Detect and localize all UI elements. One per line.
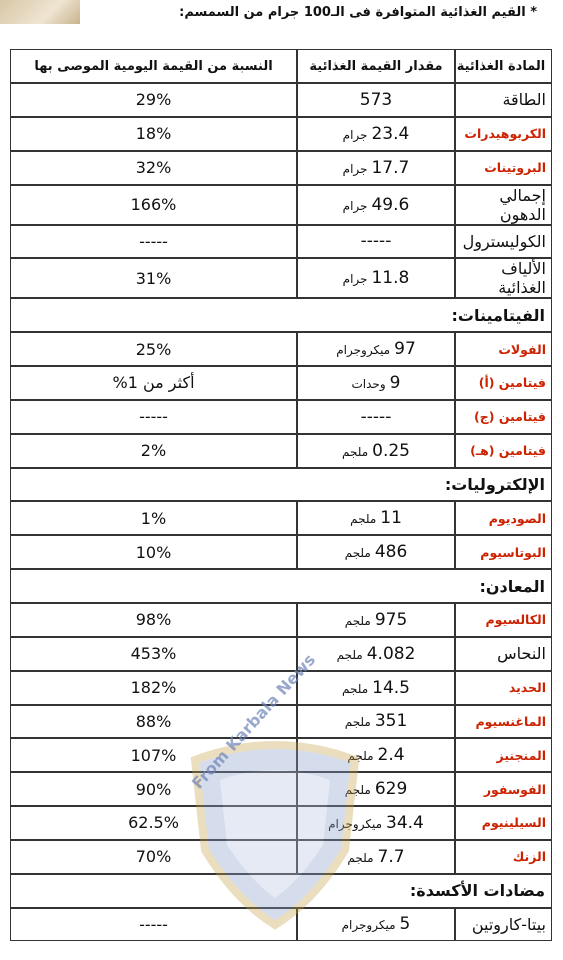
nutrient-amount	[297, 840, 455, 874]
daily-value-percent: 10%	[10, 535, 297, 569]
nutrient-amount	[297, 83, 455, 117]
table-row	[10, 501, 552, 535]
corner-image	[0, 0, 80, 24]
amount-number: 23.4	[371, 123, 410, 144]
section-row	[10, 468, 552, 502]
table-row	[10, 705, 552, 739]
nutrient-amount	[297, 117, 455, 151]
amount-number: 629	[374, 779, 408, 800]
amount-unit: ملجم	[344, 783, 371, 798]
table-row	[10, 225, 552, 259]
table-row	[10, 117, 552, 151]
daily-value-percent: 31%	[10, 258, 297, 298]
amount-number: -----	[360, 231, 392, 252]
amount-unit: ميكروجرام	[336, 343, 391, 358]
amount-number: 0.25	[372, 440, 410, 461]
amount-number: -----	[360, 406, 392, 427]
amount-number: 97	[394, 339, 416, 360]
section-row	[10, 298, 552, 332]
amount-unit: وحدات	[351, 376, 386, 391]
nutrient-name: الكالسيوم	[455, 603, 552, 637]
nutrient-name: فيتامين (ج)	[455, 400, 552, 434]
daily-value-percent: أكثر من 1%	[10, 366, 297, 400]
amount-number: 34.4	[386, 812, 424, 833]
table-row	[10, 83, 552, 117]
amount-unit: ملجم	[347, 850, 374, 865]
nutrient-amount	[297, 908, 455, 942]
nutrient-name: المنجنيز	[455, 738, 552, 772]
table-row	[10, 434, 552, 468]
nutrient-amount	[297, 738, 455, 772]
amount-number: 351	[374, 711, 408, 732]
amount-unit: ملجم	[350, 512, 377, 527]
amount-unit: ميكروجرام	[328, 816, 383, 831]
table-row	[10, 908, 552, 942]
daily-value-percent: -----	[10, 400, 297, 434]
section-label: الإلكتروليات:	[10, 468, 552, 502]
table-row	[10, 637, 552, 671]
watermark-text: From Karbala News	[188, 650, 320, 793]
amount-unit: ملجم	[342, 681, 369, 696]
nutrient-name: الكوليسترول	[455, 225, 552, 259]
daily-value-percent: -----	[10, 225, 297, 259]
amount-unit: ملجم	[344, 546, 371, 561]
daily-value-percent: 18%	[10, 117, 297, 151]
table-row	[10, 185, 552, 225]
nutrient-amount	[297, 501, 455, 535]
amount-number: 11.8	[371, 268, 410, 289]
nutrient-amount	[297, 400, 455, 434]
nutrient-name: الفوسفور	[455, 772, 552, 806]
section-label: مضادات الأكسدة:	[10, 874, 552, 908]
amount-unit: جرام	[342, 198, 368, 213]
nutrient-amount	[297, 151, 455, 185]
nutrient-amount	[297, 637, 455, 671]
section-label: الفيتامينات:	[10, 298, 552, 332]
nutrient-name: البروتينات	[455, 151, 552, 185]
nutrient-name: النحاس	[455, 637, 552, 671]
table-row	[10, 535, 552, 569]
nutrient-name: السيلينيوم	[455, 806, 552, 840]
table-row	[10, 151, 552, 185]
table-row	[10, 258, 552, 298]
nutrient-name: فيتامين (أ)	[455, 366, 552, 400]
daily-value-percent: -----	[10, 908, 297, 942]
nutrient-name: إجمالي الدهون	[455, 185, 552, 225]
daily-value-percent: 32%	[10, 151, 297, 185]
amount-number: 975	[374, 609, 408, 630]
nutrient-name: الصوديوم	[455, 501, 552, 535]
table-row	[10, 772, 552, 806]
amount-number: 2.4	[377, 745, 405, 766]
column-header-name: المادة الغذائية	[455, 49, 552, 83]
amount-number: 5	[399, 914, 411, 935]
amount-unit: ميكروجرام	[341, 918, 396, 933]
daily-value-percent: 90%	[10, 772, 297, 806]
amount-number: 17.7	[371, 157, 410, 178]
amount-unit: جرام	[342, 161, 368, 176]
nutrient-amount	[297, 535, 455, 569]
table-row	[10, 332, 552, 366]
nutrient-name: فيتامين (هـ)	[455, 434, 552, 468]
nutrient-name: البوتاسيوم	[455, 535, 552, 569]
amount-unit: ملجم	[342, 444, 369, 459]
nutrient-name: الزنك	[455, 840, 552, 874]
daily-value-percent: 182%	[10, 671, 297, 705]
daily-value-percent: 62.5%	[10, 806, 297, 840]
table-row	[10, 400, 552, 434]
daily-value-percent: 166%	[10, 185, 297, 225]
nutrient-name: الألياف الغذائية	[455, 258, 552, 298]
amount-number: 4.082	[366, 643, 416, 664]
nutrient-amount	[297, 705, 455, 739]
amount-number: 486	[374, 542, 408, 563]
section-row	[10, 874, 552, 908]
nutrient-name: الحديد	[455, 671, 552, 705]
nutrient-amount	[297, 258, 455, 298]
daily-value-percent: 98%	[10, 603, 297, 637]
daily-value-percent: 453%	[10, 637, 297, 671]
daily-value-percent: 2%	[10, 434, 297, 468]
amount-unit: جرام	[342, 127, 368, 142]
amount-number: 9	[389, 372, 401, 393]
amount-unit: ملجم	[344, 613, 371, 628]
table-row	[10, 738, 552, 772]
nutrient-amount	[297, 185, 455, 225]
page-title: * القيم الغذائية المتوافرة فى الـ100 جرام من السمسم:	[179, 5, 537, 20]
nutrient-amount	[297, 671, 455, 705]
table-row	[10, 806, 552, 840]
daily-value-percent: 1%	[10, 501, 297, 535]
daily-value-percent: 70%	[10, 840, 297, 874]
nutrient-amount	[297, 603, 455, 637]
nutrient-amount	[297, 366, 455, 400]
table-row	[10, 603, 552, 637]
section-label: المعادن:	[10, 569, 552, 603]
nutrient-name: الفولات	[455, 332, 552, 366]
amount-number: 7.7	[377, 846, 405, 867]
nutrient-amount	[297, 434, 455, 468]
table-row	[10, 366, 552, 400]
amount-unit: ملجم	[347, 749, 374, 764]
column-header-percent: النسبة من القيمة اليومية الموصى بها	[10, 49, 297, 83]
nutrient-amount	[297, 332, 455, 366]
table-header-row	[10, 49, 552, 83]
daily-value-percent: 25%	[10, 332, 297, 366]
nutrient-amount	[297, 772, 455, 806]
amount-unit: ملجم	[344, 715, 371, 730]
nutrient-name: الكربوهيدرات	[455, 117, 552, 151]
daily-value-percent: 107%	[10, 738, 297, 772]
amount-unit: ملجم	[336, 647, 363, 662]
column-header-value: مقدار القيمة الغذائية	[297, 49, 455, 83]
nutrient-name: الطاقة	[455, 83, 552, 117]
nutrient-name: الماغنسيوم	[455, 705, 552, 739]
nutrient-name: بيتا-كاروتين	[455, 908, 552, 942]
amount-number: 49.6	[371, 194, 410, 215]
daily-value-percent: 29%	[10, 83, 297, 117]
daily-value-percent: 88%	[10, 705, 297, 739]
table-row	[10, 840, 552, 874]
amount-number: 11	[380, 508, 402, 529]
amount-unit: جرام	[342, 272, 368, 287]
amount-number: 14.5	[372, 677, 410, 698]
amount-number: 573	[359, 89, 393, 110]
nutrition-table	[10, 49, 552, 941]
nutrient-amount	[297, 806, 455, 840]
section-row	[10, 569, 552, 603]
nutrient-amount	[297, 225, 455, 259]
